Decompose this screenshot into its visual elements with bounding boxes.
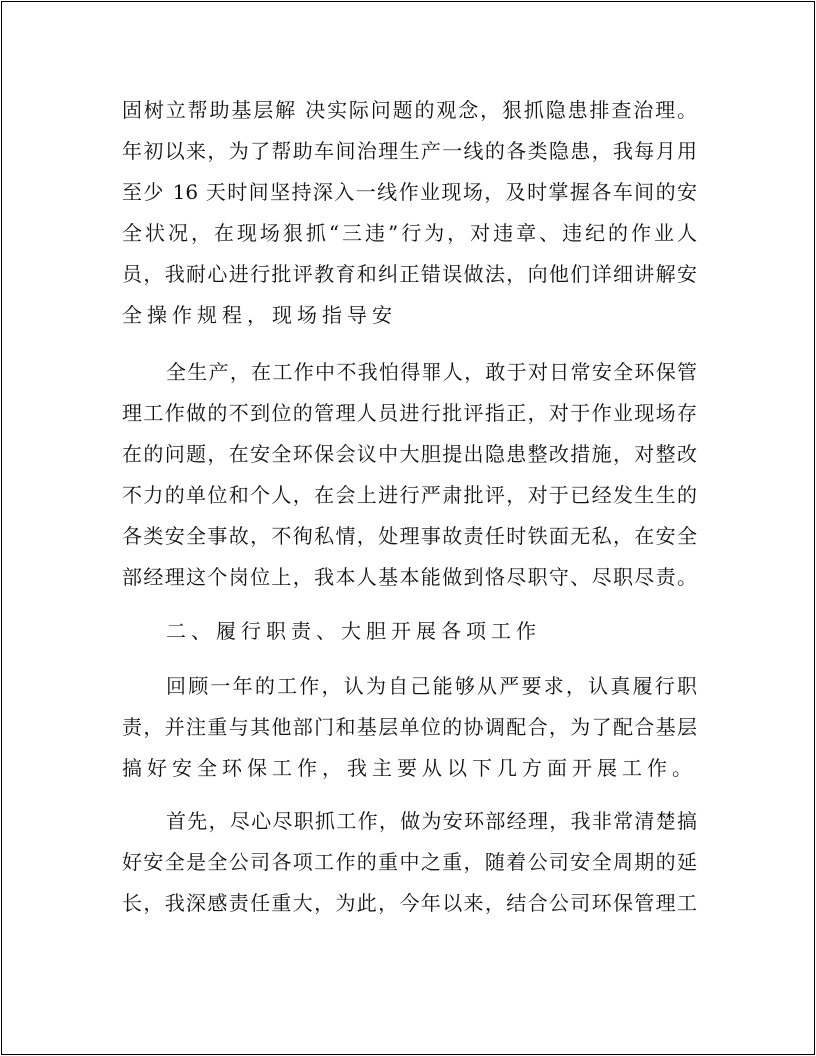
text-line: 二、履行职责、大胆开展各项工作 [166, 619, 541, 643]
text-line: 责，并注重与其他部门和基层单位的协调配合，为了配合基层 [122, 715, 697, 739]
text-line: 至少 16 天时间坚持深入一线作业现场，及时掌握各车间的安 [122, 180, 697, 204]
text-line: 在的问题，在安全环保会议中大胆提出隐患整改措施，对整改 [122, 442, 697, 466]
text-line: 全生产，在工作中不我怕得罪人，敢于对日常安全环保管 [166, 360, 697, 384]
text-line: 年初以来，为了帮助车间治理生产一线的各类隐患，我每月用 [122, 139, 697, 163]
text-line: 回顾一年的工作，认为自己能够从严要求，认真履行职 [166, 674, 697, 698]
text-line: 长，我深感责任重大，为此，今年以来，结合公司环保管理工 [122, 891, 697, 915]
text-line: 首先，尽心尽职抓工作，做为安环部经理，我非常清楚搞 [166, 809, 697, 833]
text-line: 全状况，在现场狠抓“三违”行为，对违章、违纪的作业人 [122, 221, 697, 245]
text-line: 好安全是全公司各项工作的重中之重，随着公司安全周期的延 [122, 850, 697, 874]
text-line: 不力的单位和个人，在会上进行严肃批评，对于已经发生生的 [122, 483, 697, 507]
document-page [1, 1, 815, 1055]
text-line: 理工作做的不到位的管理人员进行批评指正，对于作业现场存 [122, 401, 697, 425]
text-line: 全操作规程，现场指导安 [122, 303, 397, 327]
text-line: 员，我耐心进行批评教育和纠正错误做法，向他们详细讲解安 [122, 262, 697, 286]
text-line: 搞好安全环保工作，我主要从以下几方面开展工作。 [122, 756, 697, 780]
text-line: 各类安全事故，不徇私情，处理事故责任时铁面无私，在安全 [122, 524, 697, 548]
text-line: 固树立帮助基层解 决实际问题的观念，狠抓隐患排查治理。 [122, 98, 697, 122]
text-line: 部经理这个岗位上，我本人基本能做到恪尽职守、尽职尽责。 [122, 565, 697, 589]
